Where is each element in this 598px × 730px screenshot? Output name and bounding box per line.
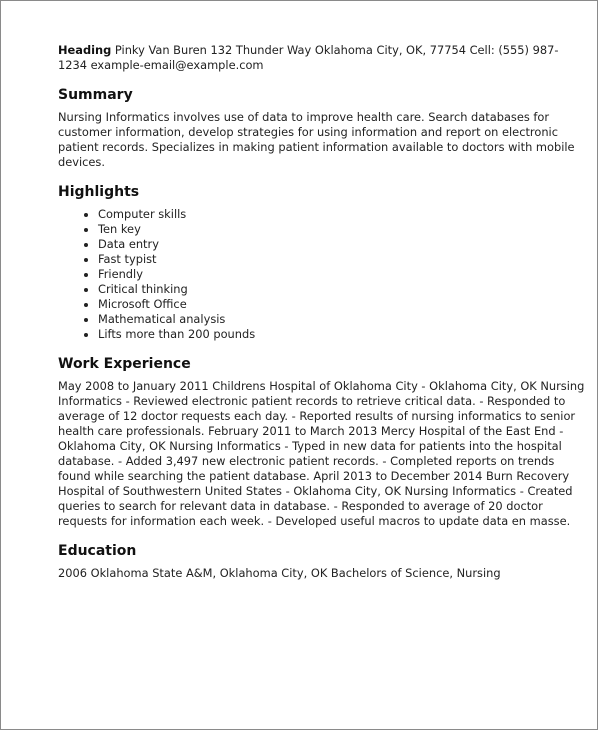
work-experience-section	[58, 355, 586, 529]
highlight-item: • Computer skills	[98, 207, 586, 222]
education-text: 2006 Oklahoma State A&M, Oklahoma City, OK Bachelors of Science, Nursing	[58, 566, 501, 580]
education-section	[58, 542, 586, 581]
highlight-item: • Ten key	[98, 222, 586, 237]
heading-label: Heading	[58, 43, 112, 57]
education-title: Education	[58, 543, 137, 559]
work-experience-text: May 2008 to January 2011 Childrens Hospital of Oklahoma City - Oklahoma City, OK Nursing Informatics - Reviewed electronic patient records to retrieve critical data. - Responded to average of 12 doctor requests each day. - Reported results of nursing informatics to senior health care professionals. February 2011 to March 2013 Mercy Hospital of the East End - Oklahoma City, OK Nursing Informatics - Typed in new data for patients into the hospital database. - Added 3,497 new electronic patient records. - Completed reports on trends found while searching the patient database. April 2013 to December 2014 Burn Recovery Hospital of Southwestern United States - Oklahoma City, OK Nursing Informatics - Created queries to search for relevant data in database. - Responded to average of 20 doctor requests for information each week. - Developed useful macros to update data en masse.	[58, 379, 585, 528]
highlight-item: • Friendly	[98, 267, 586, 282]
summary-section	[58, 86, 586, 170]
highlight-item: • Data entry	[98, 237, 586, 252]
contact-heading	[58, 43, 586, 73]
summary-text: Nursing Informatics involves use of data to improve health care. Search databases for customer information, develop strategies for using information and report on electronic patient records. Specializes in making patient information available to doctors with mobile devices.	[58, 110, 575, 169]
highlights-section	[58, 183, 586, 342]
contact-info: Pinky Van Buren 132 Thunder Way Oklahoma City, OK, 77754 Cell: (555) 987-1234 example-email@example.com	[58, 43, 559, 72]
highlights-list	[58, 207, 586, 342]
highlight-item: • Lifts more than 200 pounds	[98, 327, 586, 342]
highlight-item: • Fast typist	[98, 252, 586, 267]
resume-content	[58, 43, 586, 581]
summary-title: Summary	[58, 87, 133, 103]
highlight-item: • Microsoft Office	[98, 297, 586, 312]
highlight-item: • Critical thinking	[98, 282, 586, 297]
work-experience-title: Work Experience	[58, 356, 191, 372]
highlights-title: Highlights	[58, 184, 140, 200]
highlight-item: • Mathematical analysis	[98, 312, 586, 327]
